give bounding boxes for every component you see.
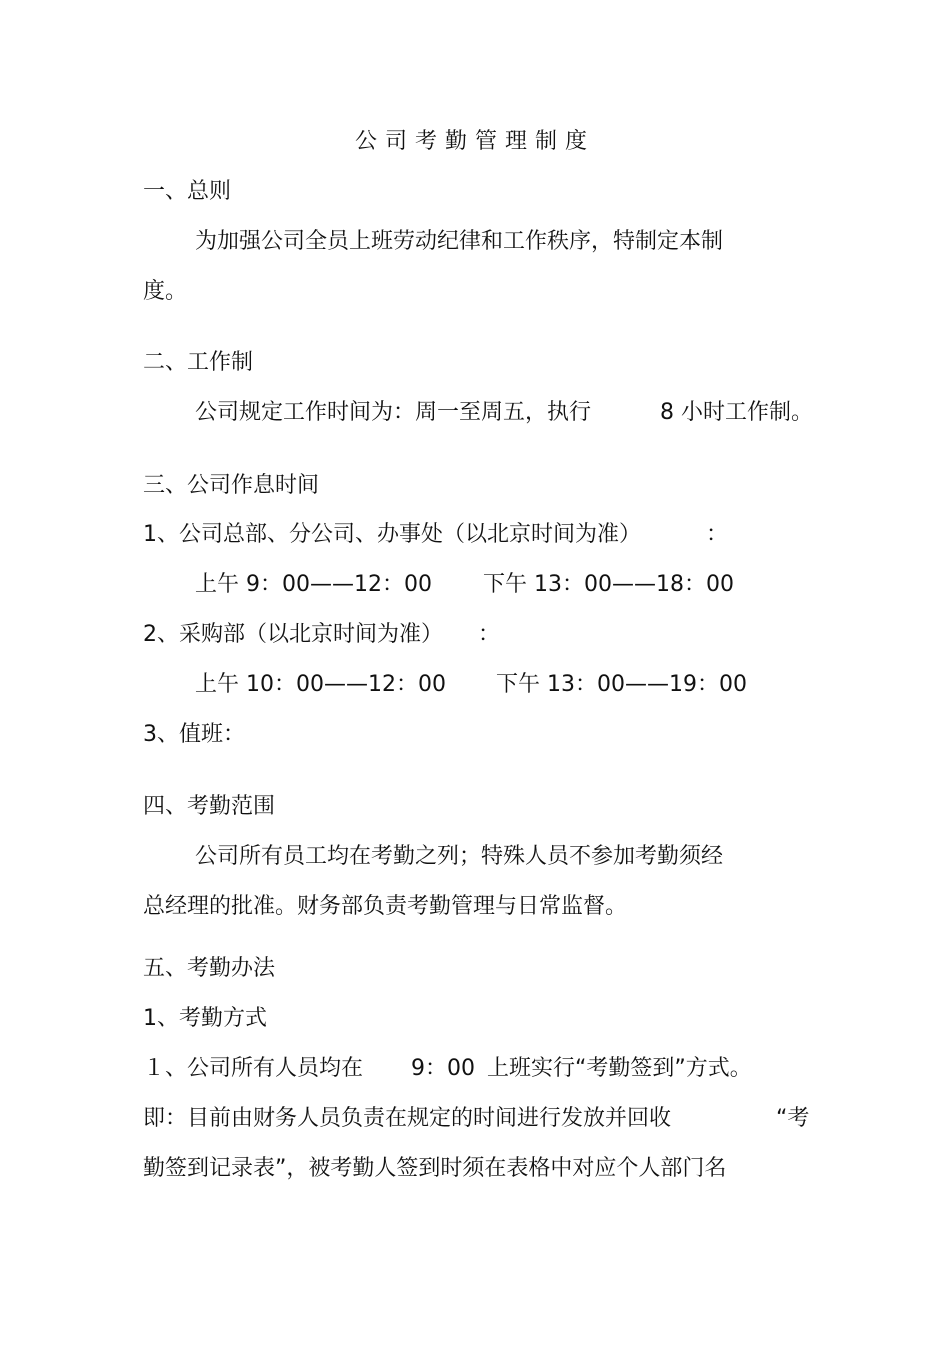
paragraph-line: 总经理的批准。财务部负责考勤管理与日常监督。 xyxy=(143,894,628,919)
section-5-heading: 五、考勤办法 xyxy=(143,956,276,981)
paragraph-line: 即：目前由财务人员负责在规定的时间进行发放并回收 xyxy=(143,1106,672,1131)
section-2-heading: 二、工作制 xyxy=(143,350,254,375)
schedule-morning: 上午 10：00——12：00 xyxy=(195,672,446,697)
list-item: 1、考勤方式 xyxy=(143,1006,267,1031)
list-item: 2、采购部（以北京时间为准） xyxy=(143,622,443,647)
page-title: 公司考勤管理制度 xyxy=(354,129,595,154)
paragraph-line: 度。 xyxy=(143,279,188,304)
paragraph-line: 公司规定工作时间为：周一至周五，执行 xyxy=(195,400,592,425)
list-item: 1、公司总部、分公司、办事处（以北京时间为准） xyxy=(143,522,641,547)
paragraph-line: 上班实行“考勤签到”方式。 xyxy=(487,1056,752,1081)
schedule-morning: 上午 9：00——12：00 xyxy=(195,572,432,597)
paragraph-line: 为加强公司全员上班劳动纪律和工作秩序，特制定本制 xyxy=(195,229,724,254)
list-item-colon: ： xyxy=(478,622,501,647)
section-1-heading: 一、总则 xyxy=(143,179,232,204)
schedule-afternoon: 下午 13：00——19：00 xyxy=(496,672,747,697)
section-4-heading: 四、考勤范围 xyxy=(143,794,276,819)
paragraph-line: 8 小时工作制。 xyxy=(660,400,813,425)
list-item: 3、值班： xyxy=(143,722,245,747)
list-item-colon: ： xyxy=(706,522,729,547)
paragraph-line: “考 xyxy=(776,1106,810,1131)
paragraph-line: 公司所有员工均在考勤之列；特殊人员不参加考勤须经 xyxy=(195,844,724,869)
paragraph-line: 9：00 xyxy=(411,1056,475,1081)
section-3-heading: 三、公司作息时间 xyxy=(143,473,320,498)
schedule-afternoon: 下午 13：00——18：00 xyxy=(483,572,734,597)
paragraph-line: １、公司所有人员均在 xyxy=(143,1056,364,1081)
paragraph-line: 勤签到记录表”，被考勤人签到时须在表格中对应个人部门名 xyxy=(143,1156,727,1181)
